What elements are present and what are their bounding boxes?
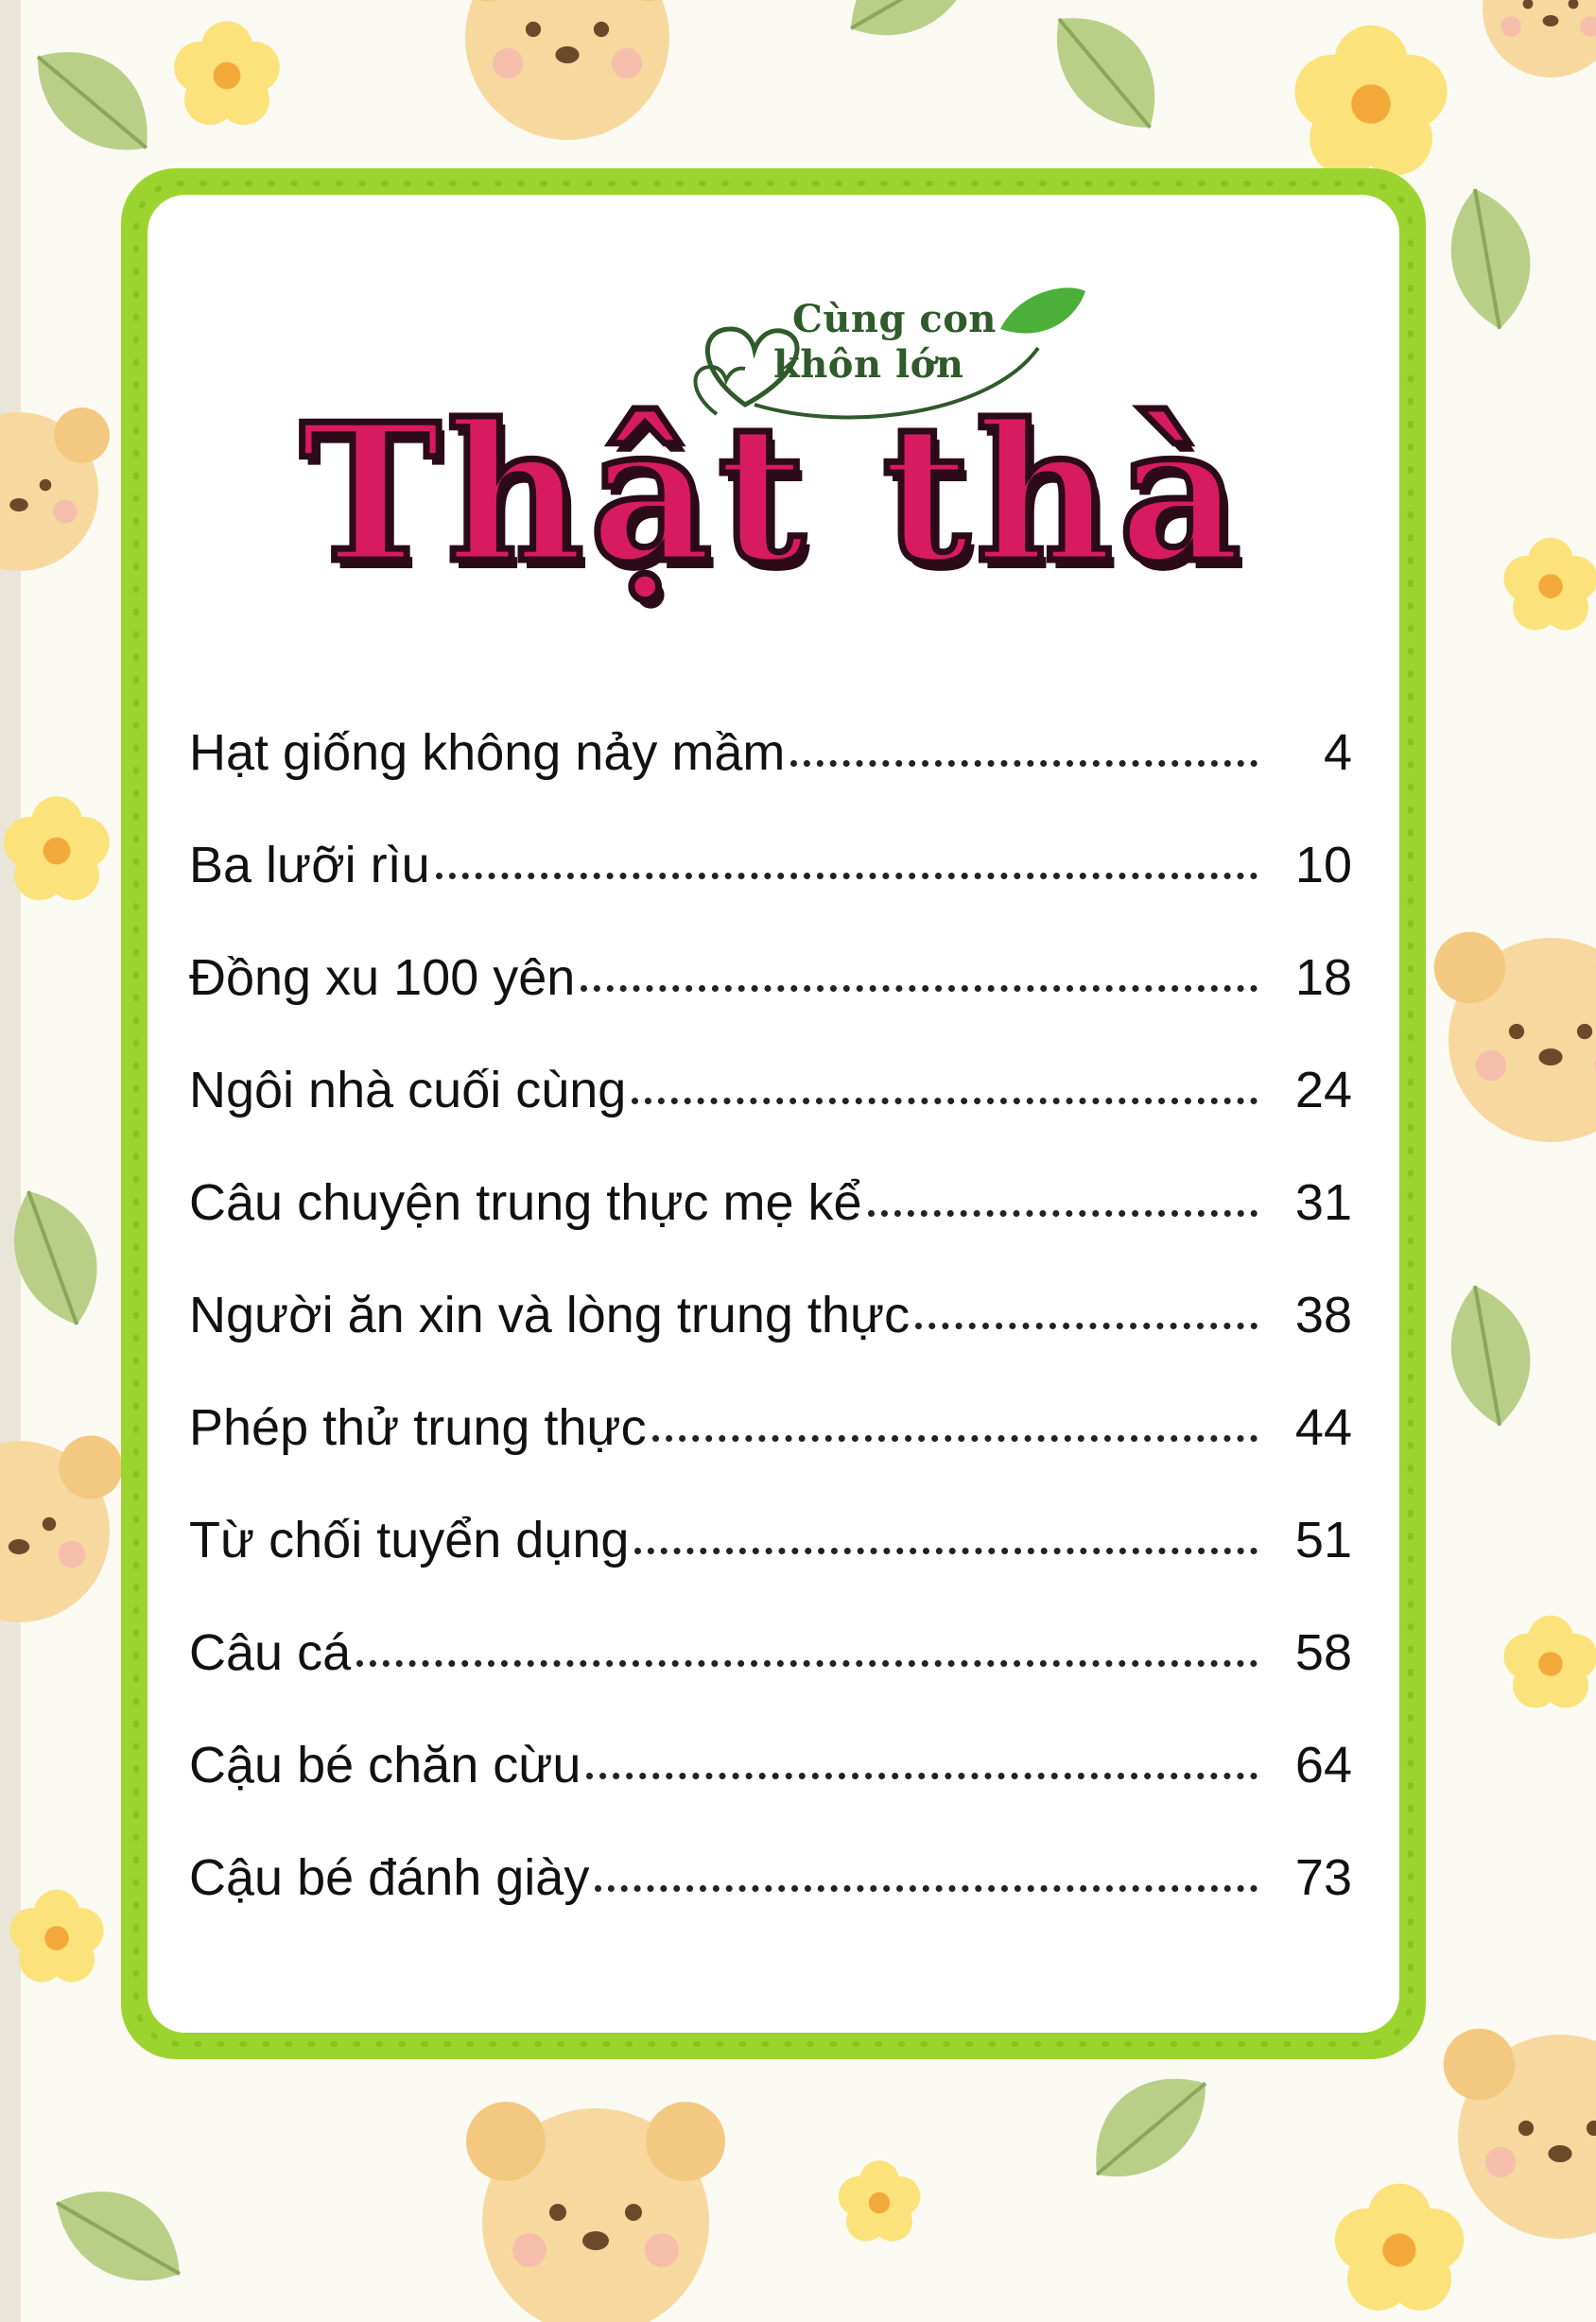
toc-entry-title: Cậu bé đánh giày	[189, 1849, 590, 1906]
toc-entry-page: 24	[1294, 1062, 1352, 1118]
toc-entry-title: Câu cá	[189, 1624, 352, 1681]
toc-entry-page: 38	[1294, 1287, 1352, 1343]
toc-entry[interactable]	[189, 1007, 1352, 1119]
toc-entry-title: Phép thử trung thực	[189, 1399, 647, 1456]
series-name-line-2: khôn lớn	[773, 342, 964, 387]
bear-face-icon	[466, 2102, 725, 2322]
toc-entry[interactable]	[189, 1119, 1352, 1232]
toc-entry-page: 18	[1294, 949, 1352, 1006]
toc-entry[interactable]	[189, 1794, 1352, 1907]
toc-entry-page: 10	[1294, 837, 1352, 893]
toc-entry[interactable]	[189, 669, 1352, 782]
toc-entry-title: Hạt giống không nảy mầm	[189, 724, 786, 781]
toc-entry-page: 44	[1294, 1399, 1352, 1456]
toc-entry[interactable]	[189, 1569, 1352, 1682]
toc-entry-title: Ngôi nhà cuối cùng	[189, 1062, 627, 1118]
toc-entry[interactable]	[189, 1344, 1352, 1457]
toc-entry-title: Đồng xu 100 yên	[189, 949, 576, 1006]
toc-entry-page: 4	[1323, 724, 1352, 781]
toc-entry[interactable]	[189, 894, 1352, 1007]
toc-dot-leader	[436, 873, 1258, 879]
toc-dot-leader	[634, 1548, 1258, 1554]
toc-dot-leader	[595, 1885, 1258, 1892]
toc-entry-page: 51	[1294, 1512, 1352, 1568]
toc-dot-leader	[632, 1098, 1258, 1104]
toc-entry[interactable]	[189, 1457, 1352, 1569]
toc-dot-leader	[356, 1660, 1258, 1667]
toc-entry-page: 31	[1294, 1174, 1352, 1231]
toc-dot-leader	[586, 1773, 1258, 1779]
toc-entry-title: Người ăn xin và lòng trung thực	[189, 1287, 911, 1343]
toc-entry-page: 64	[1294, 1737, 1352, 1793]
toc-entry[interactable]	[189, 782, 1352, 894]
toc-entry-title: Từ chối tuyển dụng	[189, 1512, 630, 1568]
toc-dot-leader	[790, 760, 1258, 767]
toc-entry-title: Câu chuyện trung thực mẹ kể	[189, 1174, 862, 1231]
book-title: Thật thà	[300, 383, 1247, 605]
toc-entry-page: 73	[1294, 1849, 1352, 1906]
toc-panel	[112, 159, 1435, 2069]
toc-dot-leader	[581, 985, 1258, 992]
toc-entry[interactable]	[189, 1232, 1352, 1344]
toc-entry-title: Cậu bé chăn cừu	[189, 1737, 581, 1793]
leaf-icon	[1000, 287, 1085, 333]
toc-entry-title: Ba lưỡi rìu	[189, 837, 430, 893]
toc-entry-page: 58	[1294, 1624, 1352, 1681]
series-name-line-1: Cùng con	[792, 297, 998, 341]
toc-dot-leader	[652, 1435, 1258, 1442]
toc-dot-leader	[915, 1323, 1258, 1329]
table-of-contents	[189, 669, 1352, 1907]
toc-dot-leader	[868, 1210, 1258, 1217]
toc-entry[interactable]	[189, 1682, 1352, 1794]
